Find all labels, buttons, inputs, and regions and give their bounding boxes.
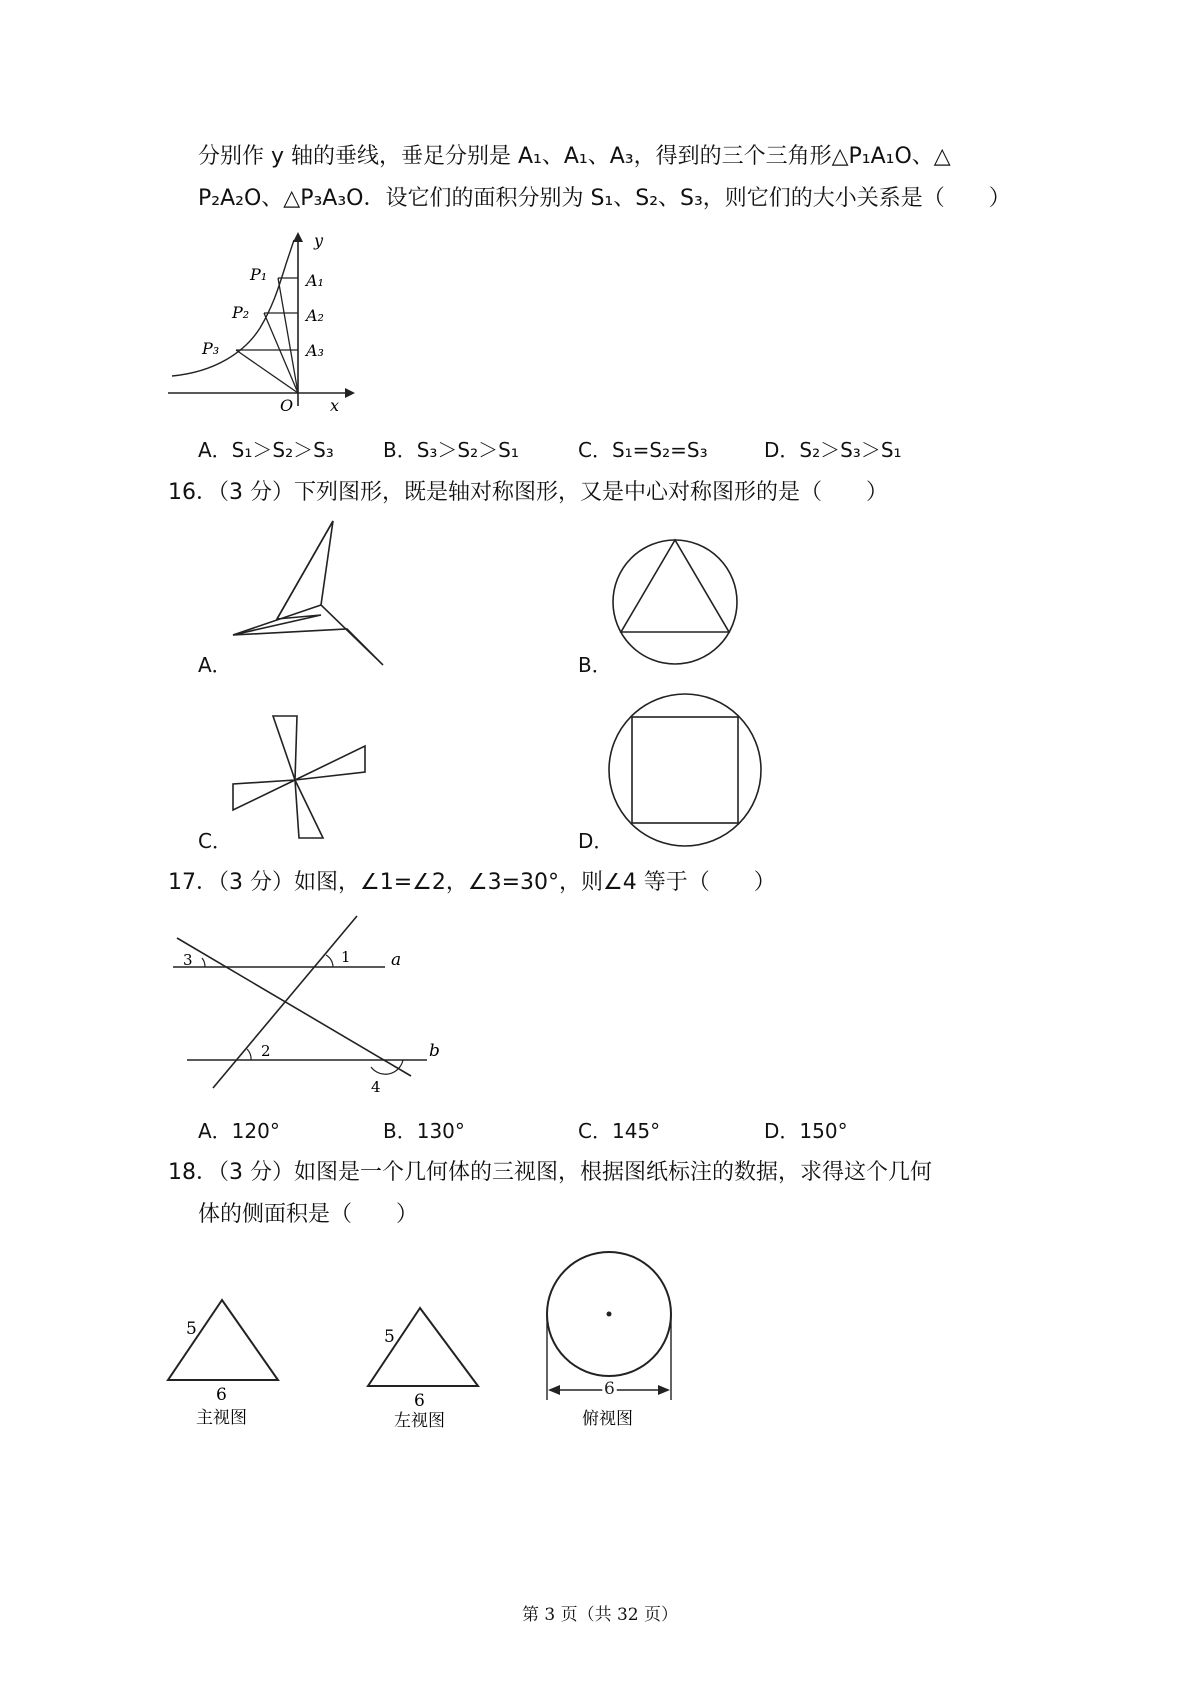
p3-label: P₃ (202, 339, 220, 358)
q17-parallel-lines-figure (165, 910, 455, 1100)
q17-option-b[interactable]: B．130° (383, 1119, 465, 1143)
q15-coordinate-figure (160, 228, 360, 418)
line-b-label: b (429, 1041, 440, 1061)
q16-option-b[interactable]: B． (578, 653, 612, 677)
page-footer: 第 3 页（共 32 页） (521, 1605, 679, 1625)
a2-label: A₂ (306, 306, 324, 325)
front-side-label: 5 (186, 1319, 197, 1339)
p1-label: P₁ (250, 265, 268, 284)
a1-label: A₁ (306, 271, 324, 290)
front-caption: 主视图 (196, 1408, 247, 1428)
q16-figure-a-pinwheel (225, 515, 395, 675)
q17-option-c[interactable]: C．145° (578, 1119, 661, 1143)
p2-label: P₂ (232, 303, 250, 322)
q15-line1: 分别作 y 轴的垂线，垂足分别是 A₁、A₁、A₃，得到的三个三角形△P₁A₁O、△ (198, 144, 951, 169)
q15-option-c[interactable]: C．S₁=S₂=S₃ (578, 438, 708, 462)
angle-1-label: 1 (341, 948, 351, 966)
q15-option-b[interactable]: B．S₃＞S₂＞S₁ (383, 438, 519, 462)
q17-option-a[interactable]: A．120° (198, 1119, 280, 1143)
q16-figure-c-windmill (225, 710, 375, 840)
q16-figure-d-circle-square (605, 690, 765, 850)
q18-line1: 18．（3 分）如图是一个几何体的三视图，根据图纸标注的数据，求得这个几何 (168, 1160, 932, 1185)
q18-left-view (360, 1298, 490, 1435)
q18-front-view (160, 1290, 295, 1435)
q16-option-a[interactable]: A． (198, 653, 232, 677)
top-dim-label: 6 (604, 1379, 615, 1399)
left-caption: 左视图 (394, 1411, 445, 1431)
angle-4-label: 4 (371, 1078, 381, 1096)
q17-option-d[interactable]: D．150° (764, 1119, 848, 1143)
q16-stem: 16．（3 分）下列图形，既是轴对称图形，又是中心对称图形的是（ ） (168, 480, 888, 505)
left-side-label: 5 (384, 1327, 395, 1347)
angle-2-label: 2 (261, 1042, 271, 1060)
q18-top-view (538, 1248, 683, 1438)
q16-option-c[interactable]: C． (198, 829, 232, 853)
left-base-label: 6 (414, 1391, 425, 1411)
top-caption: 俯视图 (582, 1409, 633, 1429)
x-axis-label: x (330, 396, 340, 415)
origin-label: O (280, 396, 294, 415)
y-axis-label: y (314, 231, 324, 250)
q15-option-a[interactable]: A．S₁＞S₂＞S₃ (198, 438, 334, 462)
a3-label: A₃ (306, 341, 324, 360)
q16-option-d[interactable]: D． (578, 829, 614, 853)
angle-3-label: 3 (183, 951, 193, 969)
q16-figure-b-circle-triangle (605, 520, 745, 670)
q15-option-d[interactable]: D．S₂＞S₃＞S₁ (764, 438, 902, 462)
front-base-label: 6 (216, 1385, 227, 1405)
q17-stem: 17．（3 分）如图，∠1=∠2，∠3=30°，则∠4 等于（ ） (168, 870, 776, 895)
q15-line2: P₂A₂O、△P₃A₃O．设它们的面积分别为 S₁、S₂、S₃，则它们的大小关系是（ ） (198, 186, 1011, 211)
q18-line2: 体的侧面积是（ ） (198, 1202, 419, 1227)
line-a-label: a (391, 950, 402, 970)
